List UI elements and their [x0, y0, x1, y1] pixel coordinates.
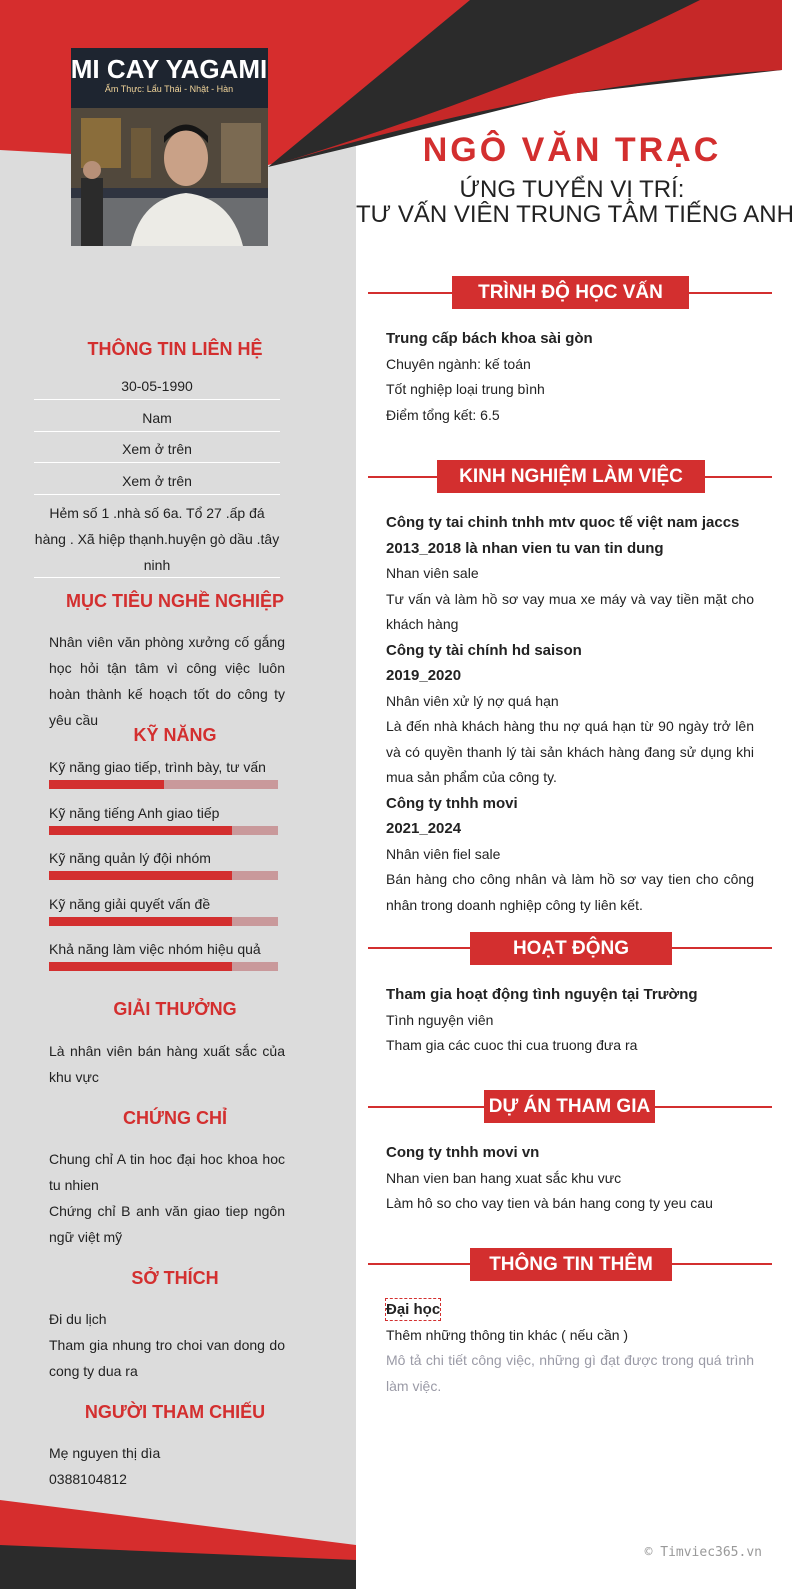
activities-title: HOẠT ĐỘNG: [470, 932, 672, 965]
job-company: Công ty tai chinh tnhh mtv quoc tế việt nam jaccs: [386, 514, 740, 531]
projects-line: Làm hô so cho vay tien và bán hang cong ty yeu cau: [386, 1195, 713, 1211]
skill-bar-fill: [49, 826, 232, 835]
skill-bar-fill: [49, 962, 232, 971]
projects-head: Cong ty tnhh movi vn: [386, 1144, 540, 1161]
certificates-list: [49, 1146, 285, 1250]
skill-bar-fill: [49, 917, 232, 926]
skills-title: KỸ NĂNG: [133, 725, 217, 745]
skill-label: Kỹ năng quản lý đội nhóm: [49, 850, 211, 866]
job-company: Công ty tnhh movi: [386, 794, 518, 812]
job-company: Công ty tài chính hd saison: [386, 641, 582, 659]
certificates-title: CHỨNG CHỈ: [123, 1108, 227, 1128]
skill-label: Kỹ năng giao tiếp, trình bày, tư vấn: [49, 759, 266, 775]
objective-text: Nhân viên văn phòng xưởng cố gắng học hỏi tận tâm vì công việc luôn hoàn thành kế hoạch tốt do công ty yêu cầu: [49, 634, 285, 728]
activities-head: Tham gia hoạt động tình nguyện tại Trường: [386, 986, 698, 1003]
photo-sign-subtext: Ẩm Thực: Lẩu Thái - Nhật - Hàn: [104, 84, 234, 94]
projects-block: [386, 1140, 754, 1217]
projects-line: Nhan vien ban hang xuat sắc khu vưc: [386, 1169, 622, 1186]
extra-placeholder[interactable]: Mô tả chi tiết công việc, những gì đạt được trong quá trình làm việc.: [386, 1352, 754, 1394]
reference-item: Mẹ nguyen thị dìa: [49, 1445, 161, 1461]
certificate-item: Chứng chỉ B anh văn giao tiep ngôn ngữ việt mỹ: [49, 1203, 285, 1245]
skill-bar: [49, 780, 278, 789]
candidate-name: NGÔ VĂN TRẠC: [422, 131, 722, 169]
skill-bar-fill: [49, 871, 232, 880]
job-role: Nhân viên xử lý nợ quá hạn: [386, 692, 559, 709]
education-school: Trung cấp bách khoa sài gòn: [386, 330, 593, 347]
extra-line[interactable]: Thêm những thông tin khác ( nếu cần ): [386, 1326, 629, 1343]
photo-sign-text: MI CAY YAGAMI: [71, 54, 268, 84]
job-role: Nhan viên sale: [386, 565, 479, 581]
skill-bar: [49, 871, 278, 880]
hobbies-title: SỞ THÍCH: [131, 1268, 219, 1288]
education-block: [386, 326, 754, 428]
position-title: TƯ VẤN VIÊN TRUNG TÂM TIẾNG ANH: [356, 201, 794, 228]
footer-watermark: © Timviec365.vn: [644, 1545, 762, 1560]
hobby-item: Đi du lịch: [49, 1311, 107, 1327]
contact-title: THÔNG TIN LIÊN HỆ: [87, 339, 263, 359]
hobbies-list: [49, 1306, 285, 1384]
contact-dob: 30-05-1990: [34, 376, 280, 400]
hobby-item: Tham gia nhung tro choi van dong do cong ty dua ra: [49, 1337, 285, 1379]
reference-title: NGƯỜI THAM CHIẾU: [84, 1402, 266, 1422]
education-line: Chuyên ngành: kế toán: [386, 355, 531, 372]
awards-text: Là nhân viên bán hàng xuất sắc của khu vực: [49, 1043, 285, 1085]
extra-title: THÔNG TIN THÊM: [470, 1248, 672, 1281]
reference-list: [49, 1440, 285, 1492]
profile-photo: [71, 48, 268, 246]
skill-label: Khả năng làm việc nhóm hiệu quả: [49, 941, 261, 957]
activities-line: Tham gia các cuoc thi cua truong đưa ra: [386, 1037, 638, 1053]
skill-bar: [49, 962, 278, 971]
job-desc: Bán hàng cho công nhân và làm hồ sơ vay tien cho công nhân trong doanh nghiệp công ty liên kết.: [386, 871, 754, 913]
activities-line: Tình nguyện viên: [386, 1011, 494, 1028]
education-title: TRÌNH ĐỘ HỌC VẤN: [452, 276, 689, 309]
activities-block: [386, 982, 754, 1059]
skill-bar: [49, 826, 278, 835]
contact-address: Hẻm số 1 .nhà số 6a. Tổ 27 .ấp đá hàng . Xã hiệp thạnh.huyện gò dầu .tây ninh: [34, 500, 280, 578]
contact-email: Xem ở trên: [34, 471, 280, 495]
job-time: 2021_2024: [386, 820, 462, 837]
position-label: ỨNG TUYỂN VỊ TRÍ:: [459, 176, 685, 203]
skill-label: Kỹ năng tiếng Anh giao tiếp: [49, 804, 220, 821]
objective-title: MỤC TIÊU NGHỀ NGHIỆP: [65, 591, 284, 611]
job-desc: Là đến nhà khách hàng thu nợ quá hạn từ 90 ngày trở lên và có quyền thanh lý tài sản khách hàng đang sử dụng khi mua sản phẩm của công ty.: [386, 718, 754, 785]
contact-gender: Nam: [34, 408, 280, 432]
projects-title: DỰ ÁN THAM GIA: [484, 1090, 655, 1123]
experience-block: [386, 510, 754, 918]
awards-title: GIẢI THƯỞNG: [113, 999, 237, 1019]
extra-head-field[interactable]: Đại học: [386, 1301, 441, 1318]
job-desc: Tư vấn và làm hồ sơ vay mua xe máy và vay tiền mặt cho khách hàng: [386, 590, 754, 632]
job-time: 2019_2020: [386, 667, 462, 684]
education-line: Điểm tổng kết: 6.5: [386, 406, 500, 423]
skill-label: Kỹ năng giải quyết vấn đề: [49, 895, 211, 912]
skill-bar-fill: [49, 780, 164, 789]
extra-block: [386, 1297, 754, 1399]
job-time: 2013_2018 là nhan vien tu van tin dung: [386, 539, 664, 557]
job-role: Nhân viên fiel sale: [386, 845, 501, 862]
certificate-item: Chung chỉ A tin hoc đại hoc khoa hoc tu nhien: [49, 1151, 285, 1193]
education-line: Tốt nghiệp loại trung bình: [386, 381, 545, 397]
experience-title: KINH NGHIỆM LÀM VIỆC: [437, 460, 705, 493]
contact-phone: Xem ở trên: [34, 439, 280, 463]
reference-item: 0388104812: [49, 1471, 127, 1487]
skill-bar: [49, 917, 278, 926]
